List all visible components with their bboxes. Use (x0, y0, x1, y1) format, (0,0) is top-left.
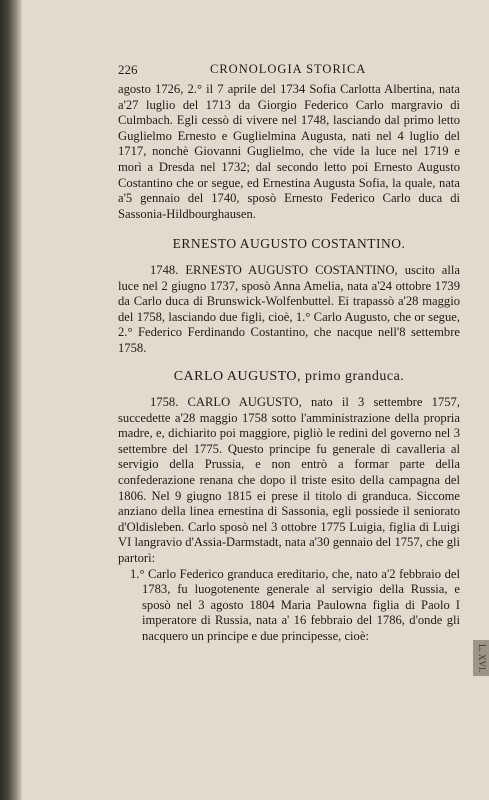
page-header (118, 58, 460, 82)
paragraph-carlo: 1758. CARLO AUGUSTO, nato il 3 settembre 1757, succedette a'28 maggio 1758 sotto l'amministrazione della propria madre, e, dichiarito poi maggiore, pigliò le redini del governo nel 3 settembre del 1775. Questo principe fu generale di cavalleria al servigio della Prussia, e non entrò a formar parte della confederazione renana che dopo il triste esito della campagna del 1806. Nel 9 giugno 1815 ei prese il titolo di granduca. Siccome anziano della linea ernestina di Sassonia, egli possiede il seniorato d'Oldisleben. Carlo sposò nel 3 ottobre 1775 Luigia, figlia di Luigi VI langravio d'Assia-Darmstadt, nata a'30 gennaio del 1757, che gli partorì: (118, 395, 460, 566)
page-number: 226 (118, 62, 138, 77)
page-content (118, 58, 460, 645)
section-heading-carlo: CARLO AUGUSTO, primo granduca. (173, 368, 405, 384)
running-title: CRONOLOGIA STORICA (210, 62, 367, 76)
section-heading-ernesto: ERNESTO AUGUSTO COSTANTINO. (172, 236, 406, 252)
list-item-carlo-federico: 1.° Carlo Federico granduca ereditario, che, nato a'2 febbraio del 1783, fu luogotenente generale al servigio della Russia, e sposò nel 3 agosto 1804 Maria Paulowna figlia di Paolo I imperatore di Russia, nata a' 16 febbraio del 1786, d'onde gli nacquero un principe e due principesse, cioè: (130, 566, 460, 643)
paragraph-ernesto: 1748. ERNESTO AUGUSTO COSTANTINO, uscito alla luce nel 2 giugno 1737, sposò Anna Amelia, nata a'24 ottobre 1739 da Carlo duca di Brunswick-Wolfenbuttel. Ei trapassò a'28 maggio del 1758, lasciando due figli, cioè, 1.° Carlo Augusto, che or segue, 2.° Federico Ferdinando Costantino, che nacque nell'8 settembre 1758. (118, 262, 460, 355)
spine-tab (473, 640, 489, 676)
book-gutter (0, 0, 22, 800)
spine-mark: L. XVI. (477, 644, 487, 673)
paragraph-marriages: agosto 1726, 2.° il 7 aprile del 1734 Sofia Carlotta Albertina, nata a'27 luglio del 1713 da Giorgio Federico Carlo margravio di Culmbach. Egli cessò di vivere nel 1748, lasciando dal primo letto Guglielmo Ernesto e Guglielmina Augusta, nati nel 4 luglio del 1717, nonchè Giovanni Guglielmo, che vide la luce nel 1719 e morì a Dresda nel 1732; dal secondo letto poi Ernesto Augusto Costantino che or segue, ed Ernestina Augusta Sofia, la quale, nata a'5 gennaio del 1740, sposò Ernesto Federico Carlo duca di Sassonia-Hildbourghausen. (118, 82, 460, 221)
